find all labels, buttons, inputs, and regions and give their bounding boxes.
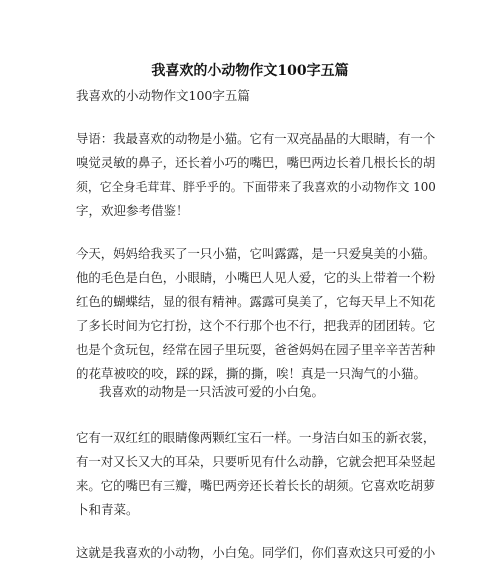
paragraph-line: 也是个贪玩包，经常在园子里玩耍，爸爸妈妈在园子里辛辛苦苦种 <box>76 342 436 357</box>
paragraph-line: 有一对又长又大的耳朵，只要听见有什么动静，它就会把耳朵竖起 <box>76 454 436 469</box>
paragraph-line: 这就是我喜欢的小动物，小白兔。同学们，你们喜欢这只可爱的小 <box>76 545 436 560</box>
paragraph-line: 须，它全身毛茸茸、胖乎乎的。下面带来了我喜欢的小动物作文 100 <box>76 180 436 194</box>
paragraph-line: 字，欢迎参考借鉴！ <box>76 203 189 218</box>
paragraph-intro <box>76 127 438 223</box>
document-subtitle: 我喜欢的小动物作文100字五篇 <box>76 88 250 103</box>
paragraph-line: 嗅觉灵敏的鼻子，还长着小巧的嘴巴，嘴巴两边长着几根长长的胡 <box>76 155 436 170</box>
document-title: 我喜欢的小动物作文100字五篇 <box>151 63 349 79</box>
paragraph-rabbit <box>76 426 438 522</box>
paragraph-line: 卜和青菜。 <box>76 502 139 517</box>
paragraph-line: 导语：我最喜欢的动物是小猫。它有一双亮晶晶的大眼睛，有一个 <box>76 131 436 146</box>
paragraph-line: 来。它的嘴巴有三瓣，嘴巴两旁还长着长长的胡须。它喜欢吃胡萝 <box>76 478 436 493</box>
paragraph-line: 红色的蝴蝶结，显的很有精神。露露可臭美了，它每天早上不知花 <box>76 294 436 309</box>
paragraph-line: 了多长时间为它打扮，这个不行那个也不行，把我弄的团团转。它 <box>76 318 436 333</box>
paragraph-line: 它有一双红红的眼睛像两颗红宝石一样。一身洁白如玉的新衣裳， <box>76 430 436 445</box>
paragraph-line: 我喜欢的动物是一只活波可爱的小白兔。 <box>99 384 325 399</box>
paragraph-rabbit-intro <box>76 380 438 404</box>
paragraph-line: 今天，妈妈给我买了一只小猫，它叫露露，是一只爱臭美的小猫。 <box>76 246 436 261</box>
paragraph-closing <box>76 541 438 565</box>
paragraph-line: 他的毛色是白色，小眼睛，小嘴巴人见人爱，它的头上带着一个粉 <box>76 270 436 285</box>
paragraph-cat <box>76 242 438 386</box>
paragraph-line: 的花草被咬的咬，踩的踩，撕的撕，唉！真是一只淘气的小猫。 <box>76 366 427 381</box>
